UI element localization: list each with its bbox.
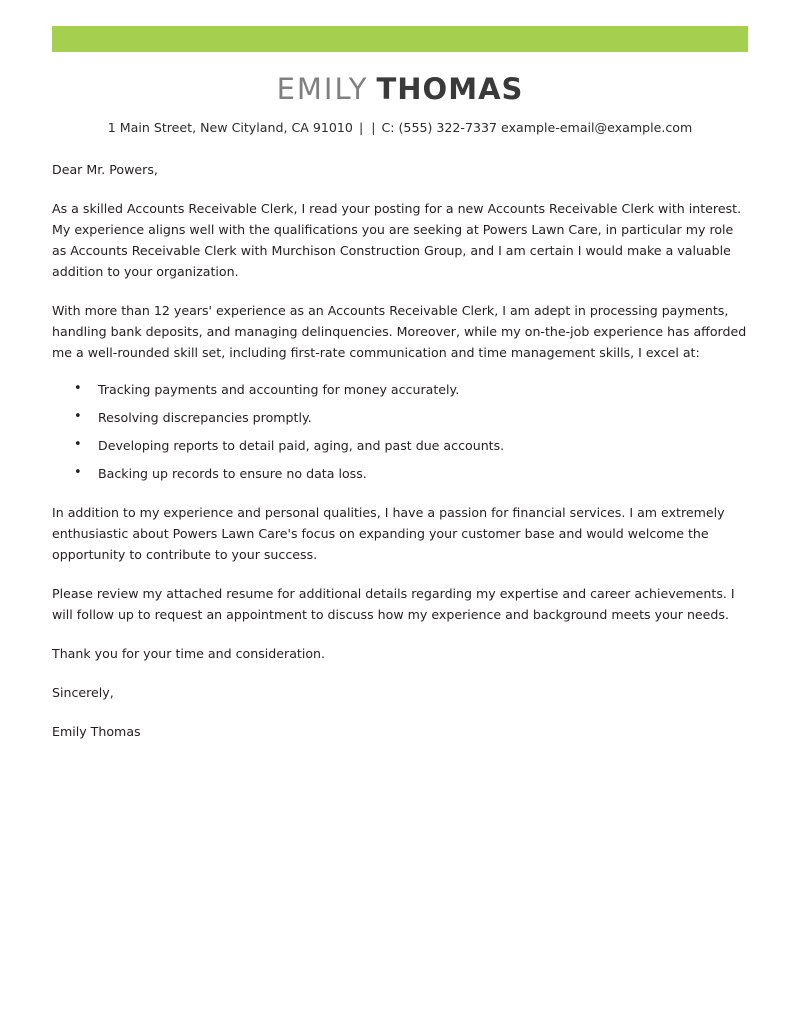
salutation: Dear Mr. Powers, <box>52 162 158 177</box>
paragraph-1: As a skilled Accounts Receivable Clerk, I read your posting for a new Accounts Receivable Clerk with interest. My experience aligns well with the qualifications you are seeking at Powers Lawn Care, in particular my role as Accounts Receivable Clerk with Murchison Construction Group, and I am certain I would make a valuable addition to your organization. <box>52 201 742 279</box>
letter-content <box>52 62 748 742</box>
contact-phone: C: (555) 322-7337 <box>381 120 498 135</box>
contact-email: example-email@example.com <box>501 120 693 135</box>
list-item: • Backing up records to ensure no data loss. <box>88 463 748 484</box>
paragraph-3: In addition to my experience and personal qualities, I have a passion for financial services. I am extremely enthusiastic about Powers Lawn Care's focus on expanding your customer base and would welcome the opportunity to contribute to your success. <box>52 505 725 562</box>
first-name: EMILY <box>276 72 369 106</box>
thanks-line: Thank you for your time and consideration. <box>52 646 326 661</box>
contact-separator-2: | <box>371 120 376 135</box>
page-title <box>52 72 748 106</box>
list-item: • Developing reports to detail paid, aging, and past due accounts. <box>88 435 748 456</box>
last-name: THOMAS <box>376 72 524 106</box>
signoff: Sincerely, <box>52 685 114 700</box>
contact-separator-1: | <box>358 120 364 135</box>
paragraph-4: Please review my attached resume for additional details regarding my expertise and career achievements. I will follow up to request an appointment to discuss how my experience and background meets your needs. <box>52 586 735 622</box>
signature-name: Emily Thomas <box>52 724 141 739</box>
contact-info <box>52 120 748 135</box>
qualification-list <box>52 379 748 484</box>
list-item: • Resolving discrepancies promptly. <box>88 407 748 428</box>
header-accent-bar <box>52 26 748 52</box>
letter-body <box>52 159 748 742</box>
list-item: • Tracking payments and accounting for money accurately. <box>88 379 748 400</box>
contact-address: 1 Main Street, New Cityland, CA 91010 <box>107 120 353 135</box>
paragraph-2: With more than 12 years' experience as an Accounts Receivable Clerk, I am adept in processing payments, handling bank deposits, and managing delinquencies. Moreover, while my on-the-job experience has afforded me a well-rounded skill set, including first-rate communication and time management skills, I excel at: <box>52 303 747 360</box>
